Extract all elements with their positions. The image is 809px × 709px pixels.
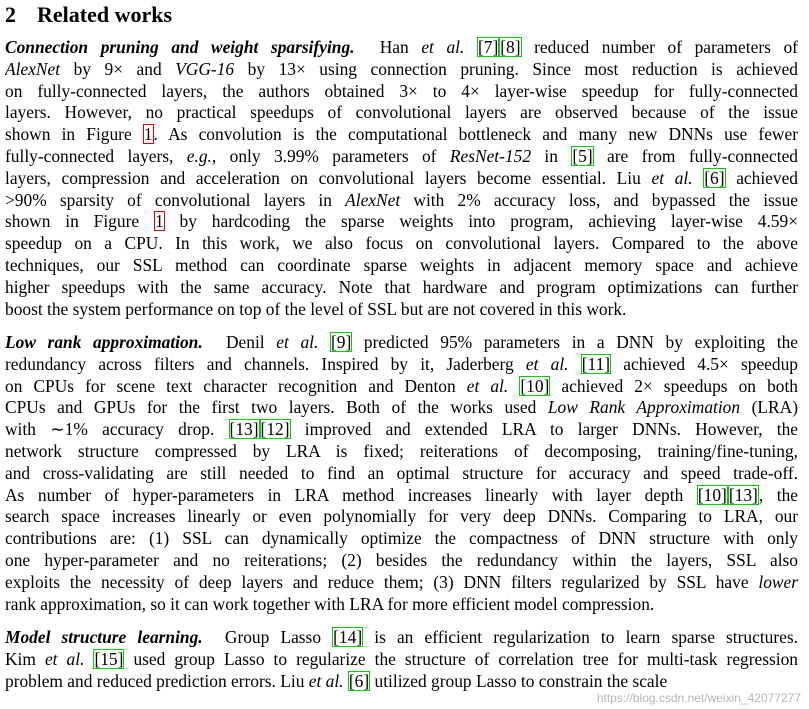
text-line: search space increases linearly or even polynomially for very deep DNNs. Comparing to LRA, our [5,506,798,527]
text-line: redundancy across filters and channels. Inspired by it, Jaderberg et al. [11] achieved 4.5× speedup [5,353,798,374]
text-line: Connection pruning and weight sparsifying. Han et al. [7] [8] reduced number of parameters of [5,37,798,57]
runin-heading: Connection pruning and weight sparsifying. [5,37,355,57]
text-line: and cross-validating are still needed to find an optimal structure for accuracy and speed trade-off. [5,462,798,483]
text-line: layers. However, no practical speedups of convolutional layers are observed because of the issue [5,102,798,123]
text-line: layers, compression and acceleration on convolutional layers become essential. Liu et al. [6] achieved [5,167,798,188]
text-line: higher speedups with the same accuracy. Note that hardware and program optimizations can further [5,276,798,297]
runin-heading: Model structure learning. [5,627,203,647]
text-line: with ∼1% accuracy drop. [13] [12] improved and extended LRA to larger DNNs. However, the [5,419,798,440]
figure-ref-link[interactable]: 1 [143,124,153,145]
text-line: techniques, our SSL method can coordinate sparse weights in adjacent memory space and achieve [5,254,798,275]
section-number: 2 [5,2,16,27]
text-line: on CPUs for scene text character recognition and Denton et al. [10] achieved 2× speedups on both [5,375,798,396]
text-line: exploits the necessity of deep layers and reduce them; (3) DNN filters regularized by SSL have lower [5,571,798,592]
text-line: fully-connected layers, e.g., only 3.99% parameters of ResNet-152 in [5] are from fully-connected [5,145,798,166]
paragraph-model-structure [5,627,798,692]
citation-link[interactable]: [13] [728,484,758,505]
citation-link[interactable]: [5] [572,145,593,166]
text-line: Low rank approximation. Denil et al. [9] predicted 95% parameters in a DNN by exploiting the [5,332,798,352]
text-line: Kim et al. [15] used group Lasso to regularize the structure of correlation tree for multi-task regression [5,648,798,669]
citation-link[interactable]: [9] [331,332,352,352]
text-line: one hyper-parameter and no reiterations; (2) besides the redundancy within the layers, SSL also [5,549,798,570]
citation-link[interactable]: [15] [94,648,124,669]
text-line: contributions are: (1) SSL can dynamically optimize the compactness of DNN structure with only [5,528,798,549]
citation-link[interactable]: [14] [333,627,363,647]
text-line: on fully-connected layers, the authors obtained 3× to 4× layer-wise speedup for fully-connected [5,80,798,101]
paragraph-connection-pruning [5,37,798,320]
section-title: Related works [37,2,173,27]
text-line: speedup on a CPU. In this work, we also focus on convolutional layers. Compared to the above [5,233,798,254]
paragraph-low-rank [5,332,798,615]
text-line: Model structure learning. Group Lasso [14] is an efficient regularization to learn sparse structures. [5,627,798,647]
text-line: As number of hyper-parameters in LRA method increases linearly with layer depth [10] [13], the [5,484,798,505]
citation-link[interactable]: [11] [581,353,611,374]
runin-heading: Low rank approximation. [5,332,203,352]
watermark-url: https://blog.csdn.net/weixin_42077277 [596,691,801,705]
text-line: rank approximation, so it can work together with LRA for more efficient model compression. [5,593,655,614]
text-line: AlexNet by 9× and VGG-16 by 13× using connection pruning. Since most reduction is achieved [5,58,798,79]
citation-link[interactable]: [10] [520,375,550,396]
text-line: network structure compressed by LRA is fixed; reiterations of decomposing, training/fine-tuning, [5,440,798,461]
citation-link[interactable]: [13] [229,419,259,440]
citation-link[interactable]: [8] [500,37,521,57]
citation-link[interactable]: [6] [704,167,725,188]
text-line: >90% sparsity of convolutional layers in AlexNet with 2% accuracy loss, and bypassed the issue [5,189,798,210]
citation-link[interactable]: [6] [348,670,370,691]
text-line: boost the system performance on top of the level of SSL but are not covered in this work. [5,298,627,319]
text-line: CPUs and GPUs for the first two layers. Both of the works used Low Rank Approximation (LRA) [5,397,798,418]
section-heading [5,0,172,30]
figure-ref-link[interactable]: 1 [154,211,164,232]
text-line: problem and reduced prediction errors. Liu et al. [6] utilized group Lasso to constrain the scale [5,670,668,691]
citation-link[interactable]: [7] [477,37,499,57]
citation-link[interactable]: [10] [697,484,727,505]
text-line: shown in Figure 1. As convolution is the computational bottleneck and many new DNNs use fewer [5,124,798,145]
citation-link[interactable]: [12] [260,419,290,440]
text-line: shown in Figure 1 by hardcoding the sparse weights into program, achieving layer-wise 4.59× [5,211,798,232]
